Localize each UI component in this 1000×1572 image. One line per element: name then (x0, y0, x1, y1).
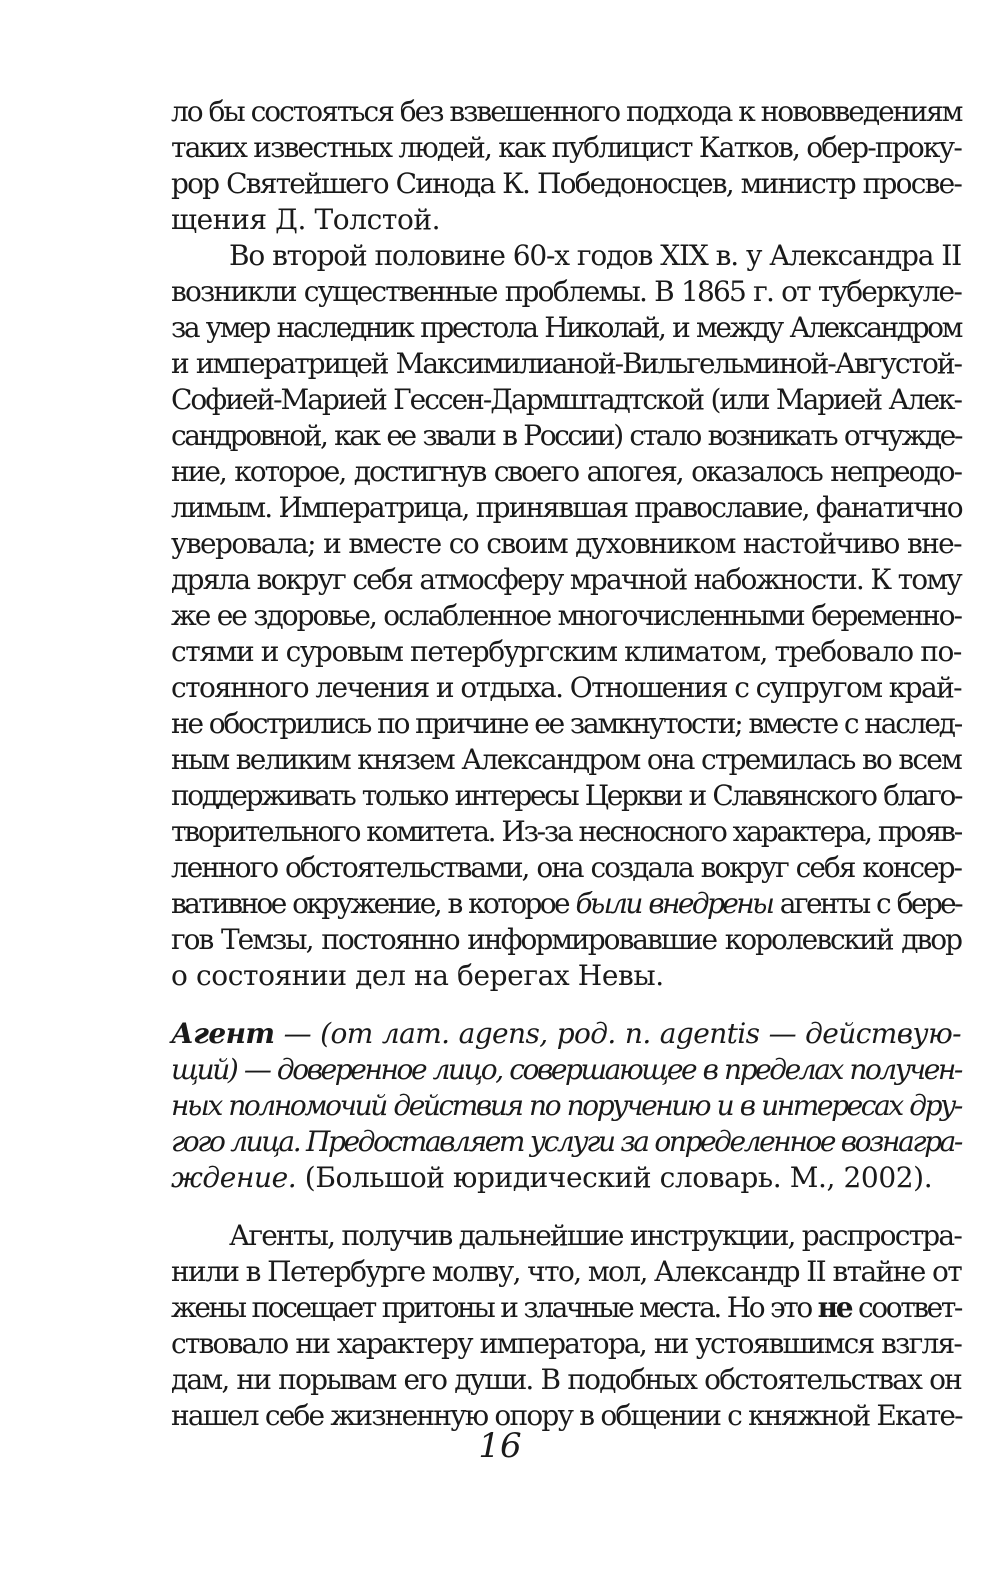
text-line: Софией-Марией Гессен-Дармштадтской (или Марией Алек- (171, 383, 961, 416)
text-line: Агенты, получив дальнейшие инструкции, распростра- (229, 1219, 961, 1252)
definition-line (171, 1158, 961, 1198)
definition-source: (Большой юридический словарь. М., 2002). (296, 1161, 933, 1194)
text-line: творительного комитета. Из-за несносного характера, прояв- (171, 815, 961, 848)
text-line: ленного обстоятельствами, она создала вокруг себя консер- (171, 851, 961, 884)
definition-term: Агент (171, 1017, 275, 1050)
text-line: ло бы состояться без взвешенного подхода к нововведениям (171, 95, 962, 128)
text-line: уверовала; и вместе со своим духовником настойчиво вне- (171, 527, 961, 560)
definition-line: щий) — доверенное лицо, совершающее в пределах получен- (171, 1053, 961, 1086)
text-span: соответ- (851, 1291, 961, 1324)
text-line: стями и суровым петербургским климатом, требовало по- (171, 635, 961, 668)
text-line: щения Д. Толстой. (171, 203, 441, 236)
definition-text: ждение. (171, 1161, 297, 1194)
text-line (171, 884, 961, 924)
page-number: 16 (478, 1426, 522, 1466)
text-line: сандровной, как ее звали в России) стало возникать отчужде- (171, 419, 961, 452)
text-line: лимым. Императрица, принявшая православие, фанатично (171, 491, 962, 524)
text-line: не обострились по причине ее замкнутости; вместе с наслед- (171, 707, 961, 740)
text-line: нашел себе жизненную опору в общении с княжной Екате- (171, 1399, 962, 1432)
text-line: и императрицей Максимилианой-Вильгельминой-Августой- (171, 347, 961, 380)
text-line: ние, которое, достигнув своего апогея, оказалось непреодо- (171, 455, 961, 488)
text-line: ствовало ни характеру императора, ни устоявшимся взгля- (171, 1327, 961, 1360)
definition-line (171, 1014, 961, 1054)
italic-emphasis: были внедрены (575, 887, 773, 920)
text-line: стоянного лечения и отдыха. Отношения с супругом край- (171, 671, 961, 704)
text-line: о состоянии дел на берегах Невы. (171, 959, 664, 992)
text-line: рор Святейшего Синода К. Победоносцев, министр просве- (171, 167, 961, 200)
text-line: дряла вокруг себя атмосферу мрачной набожности. К тому (171, 563, 961, 596)
text-line: гов Темзы, постоянно информировавшие королевский двор (171, 923, 961, 956)
text-line: таких известных людей, как публицист Катков, обер-проку- (171, 131, 961, 164)
text-line: ным великим князем Александром она стремилась во всем (171, 743, 961, 776)
text-line: дам, ни порывам его души. В подобных обстоятельствах он (171, 1363, 961, 1396)
text-span: агенты с бере- (772, 887, 962, 920)
text-span: жены посещает притоны и злачные места. Но это (171, 1291, 818, 1324)
text-line: поддерживать только интересы Церкви и Славянского благо- (171, 779, 961, 812)
text-line: же ее здоровье, ослабленное многочисленными беременно- (171, 599, 961, 632)
text-span: вативное окружение, в которое (171, 887, 576, 920)
definition-line: ных полномочий действия по поручению и в интересах дру- (171, 1089, 961, 1122)
definition-text: — (от лат. agens, род. п. agentis — действую- (274, 1017, 961, 1050)
text-line (171, 1288, 961, 1328)
text-line: за умер наследник престола Николай, и между Александром (171, 311, 961, 344)
text-line: возникли существенные проблемы. В 1865 г. от туберкуле- (171, 275, 961, 308)
text-line: Во второй половине 60-х годов XIX в. у Александра II (229, 239, 961, 272)
text-line: нили в Петербурге молву, что, мол, Александр II втайне от (171, 1255, 962, 1288)
definition-line: гого лица. Предоставляет услуги за определенное вознагра- (171, 1125, 961, 1158)
bold-emphasis: не (817, 1291, 852, 1324)
